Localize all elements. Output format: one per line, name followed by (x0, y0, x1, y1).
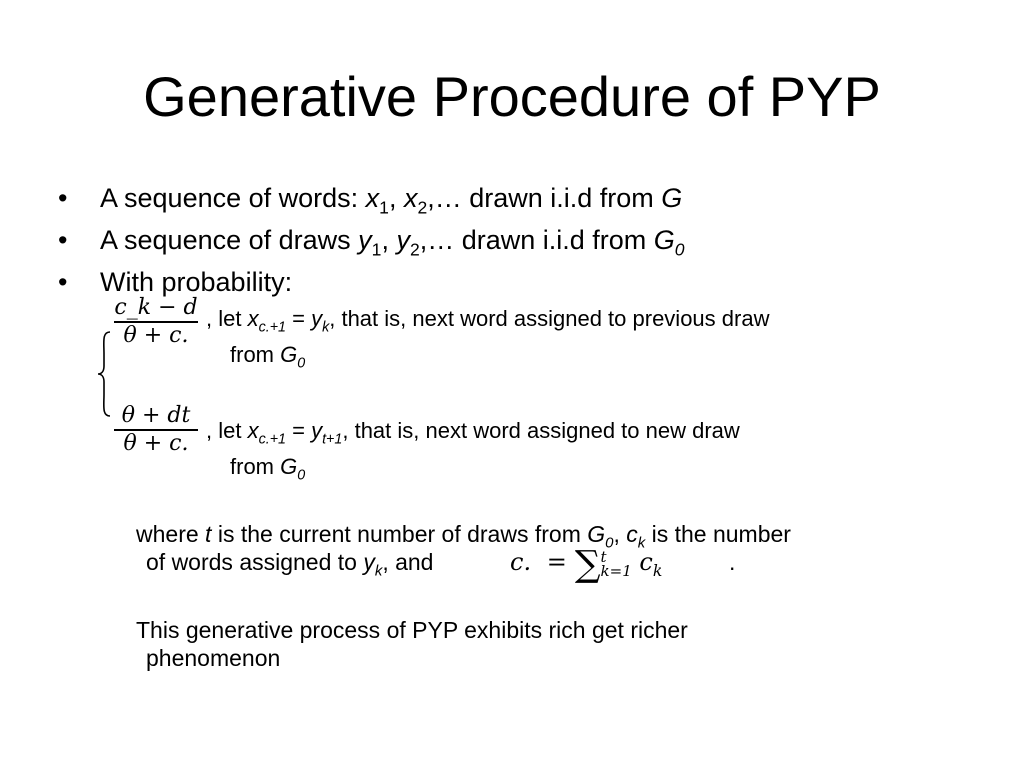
var-y: y (396, 225, 410, 255)
var-y: y (311, 418, 323, 443)
case-text: , that is, next word assigned to previous draw (329, 306, 770, 331)
bullet-text: ,… drawn i.i.d from (419, 225, 654, 255)
dist-g0: G (653, 225, 675, 255)
fraction-numerator: c_k − d (114, 295, 198, 320)
var-y: y (311, 306, 323, 331)
var-x-sub: 2 (417, 197, 428, 218)
dist-g0: G (587, 521, 606, 547)
conclusion-line2: phenomenon (146, 645, 281, 671)
dist-g: G (661, 183, 683, 213)
var-y-sub: 1 (371, 239, 382, 260)
sum-period: . (729, 549, 736, 575)
where-text: where (136, 521, 206, 547)
case-new-line2 (230, 452, 305, 490)
curly-brace-icon (96, 330, 112, 418)
var-y: y (358, 225, 372, 255)
fraction-reuse (114, 296, 198, 348)
bullet-marker: • (58, 183, 68, 213)
case-text: , let (206, 306, 248, 331)
bullet-text: ,… drawn i.i.d from (427, 183, 662, 213)
var-x: x (247, 418, 259, 443)
bullet-marker: • (58, 225, 68, 255)
dist-g0: G (280, 454, 298, 479)
sum-term-sub: k (652, 561, 663, 580)
bullet-text: A sequence of words: (100, 183, 366, 213)
fraction-denominator: θ + c. (123, 431, 189, 456)
fraction-numerator: θ + dt (121, 403, 191, 428)
var-y-sub: 2 (409, 239, 420, 260)
var-c: c (626, 521, 638, 547)
case-reuse-line2 (230, 340, 305, 378)
where-text: of words assigned to (146, 549, 364, 575)
var-x: x (365, 183, 380, 213)
where-text: is the current number of draws from (211, 521, 588, 547)
var-y-sub: k (374, 562, 383, 580)
dist-g0: G (280, 342, 298, 367)
case-text: from (230, 454, 281, 479)
sum-expression (510, 544, 662, 585)
var-x-sub: c.+1 (258, 431, 286, 448)
sum-lower: k=1 (600, 561, 632, 580)
where-text: , and (382, 549, 434, 575)
dist-g0-sub: 0 (297, 355, 306, 372)
sum-term: c (639, 548, 653, 576)
fraction-denominator: θ + c. (123, 323, 189, 348)
where-text: is the number (645, 521, 791, 547)
sum-equals: = (546, 548, 567, 576)
slide-title: Generative Procedure of PYP (143, 65, 881, 128)
var-x: x (247, 306, 259, 331)
bullet-text: A sequence of draws (100, 225, 359, 255)
equals: = (286, 306, 312, 331)
bullet-probability (58, 266, 292, 298)
case-text: , that is, next word assigned to new draw (342, 418, 740, 443)
case-new-line1 (206, 416, 740, 454)
where-text: , (613, 521, 627, 547)
bullet-text: With probability: (100, 267, 293, 297)
equals: = (286, 418, 312, 443)
var-x-sub: 1 (379, 197, 389, 218)
bullet-words: • A sequence of words: $x_1$, $x_2,\dots$ drawn i.i.d from G (58, 183, 683, 218)
where-line2 (146, 548, 433, 586)
sum-limits (600, 547, 632, 580)
dist-g0-sub: 0 (297, 467, 306, 484)
bullet-marker: • (58, 267, 68, 297)
var-y-sub: k (322, 319, 330, 336)
var-t: t (205, 521, 212, 547)
var-x-sub: c.+1 (258, 319, 286, 336)
var-y: y (363, 549, 375, 575)
dist-g0-sub: 0 (605, 534, 614, 552)
var-x: x (403, 183, 418, 213)
sum-lhs: c. (510, 548, 532, 576)
var-c-sub: k (637, 534, 646, 552)
fraction-new (114, 404, 198, 456)
var-y-sub: t+1 (322, 431, 343, 448)
bullet-draws: • A sequence of draws $y_1$, $y_2,\dots$ drawn i.i.d from $G_0$ (58, 225, 685, 260)
case-reuse-line1 (206, 304, 769, 342)
dist-g0-sub: 0 (674, 239, 685, 260)
conclusion-line1: This generative process of PYP exhibits rich get richer (136, 617, 688, 643)
sigma-icon: ∑ (574, 544, 601, 585)
sum-upper: t (600, 547, 607, 566)
case-text: , let (206, 418, 248, 443)
case-text: from (230, 342, 281, 367)
